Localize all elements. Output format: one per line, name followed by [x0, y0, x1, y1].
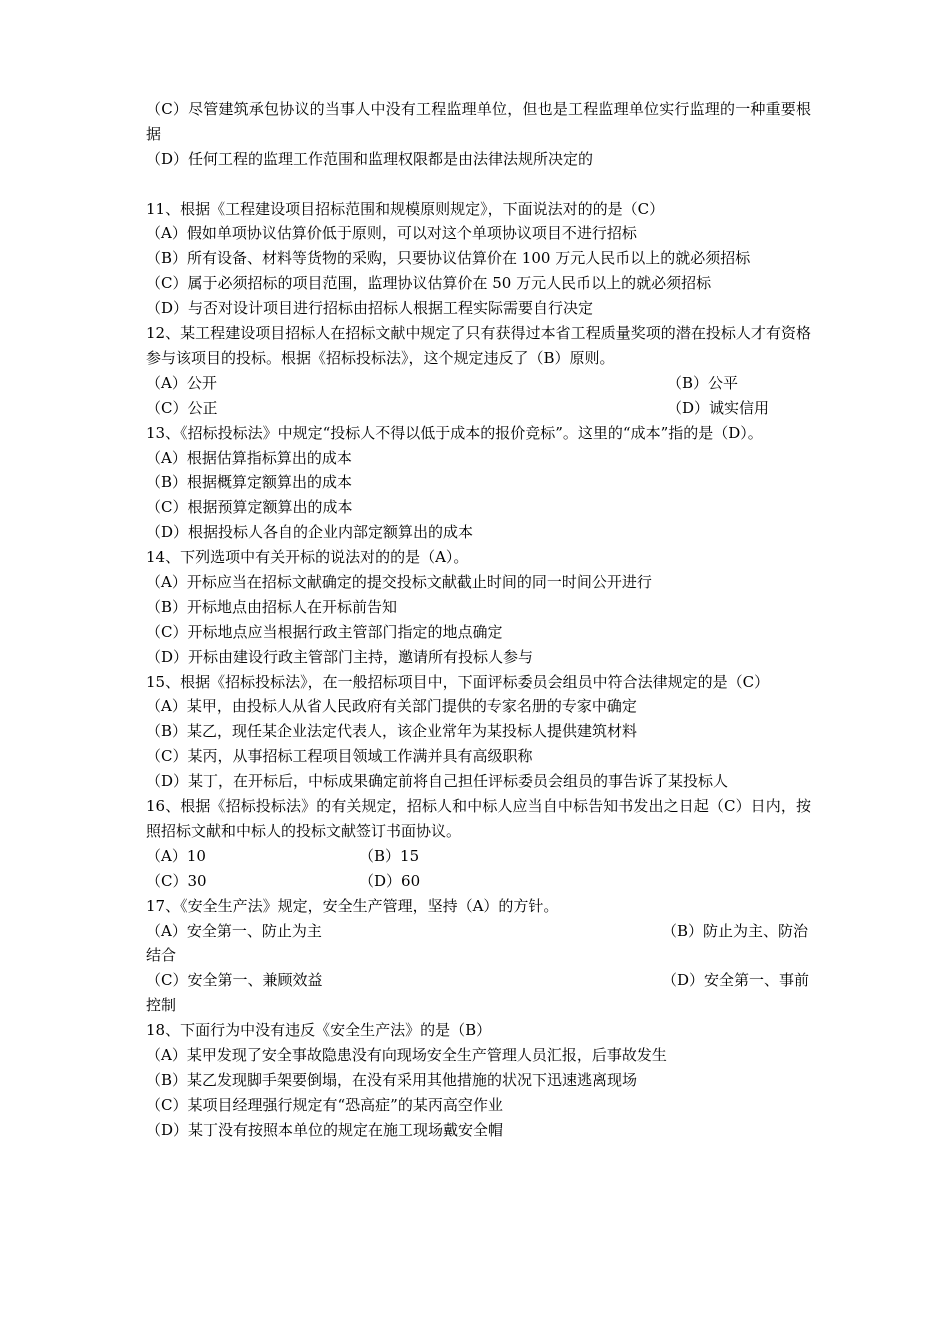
question-16-option-b: （B）15	[359, 846, 420, 865]
question-16-option-d: （D）60	[359, 871, 421, 890]
question-15-option-a: （A）某甲，由投标人从省人民政府有关部门提供的专家名册的专家中确定	[146, 697, 637, 716]
question-18-option-d: （D）某丁没有按照本单位的规定在施工现场戴安全帽	[146, 1120, 504, 1139]
question-18: 18、下面行为中没有违反《安全生产法》的是（B）	[146, 1021, 492, 1040]
question-13-option-d: （D）根据投标人各自的企业内部定额算出的成本	[146, 523, 474, 542]
question-17-option-d: （D）安全第一、事前控制	[146, 971, 810, 1015]
question-11-option-b: （B）所有设备、材料等货物的采购，只要协议估算价在 100 万元人民币以上的就必须招标	[146, 249, 751, 268]
question-17-options-row-2	[146, 968, 811, 1018]
question-13-option-b: （B）根据概算定额算出的成本	[146, 473, 353, 492]
question-14-option-c: （C）开标地点应当根据行政主管部门指定的地点确定	[146, 622, 503, 641]
question-13: 13、《招标投标法》中规定“投标人不得以低于成本的报价竞标”。这里的“成本”指的是（D）。	[146, 423, 763, 442]
question-17-options-row-1	[146, 919, 811, 969]
question-16-option-c: （C）30	[146, 871, 207, 890]
question-12: 12、某工程建设项目招标人在招标文献中规定了只有获得过本省工程质量奖项的潜在投标人才有资格参与该项目的投标。根据《招标投标法》，这个规定违反了（B）原则。	[146, 324, 811, 367]
question-16: 16、根据《招标投标法》的有关规定，招标人和中标人应当自中标告知书发出之日起（C）日内，按照招标文献和中标人的投标文献签订书面协议。	[146, 797, 811, 840]
question-12-option-b: （B）公平	[667, 373, 739, 392]
question-12-options-row-2	[146, 396, 811, 421]
question-14-option-d: （D）开标由建设行政主管部门主持，邀请所有投标人参与	[146, 647, 534, 666]
question-14-option-a: （A）开标应当在招标文献确定的提交投标文献截止时间的同一时间公开进行	[146, 573, 652, 592]
question-18-option-c: （C）某项目经理强行规定有“恐高症”的某丙高空作业	[146, 1095, 503, 1114]
question-11: 11、根据《工程建设项目招标范围和规模原则规定》，下面说法对的的是（C）	[146, 199, 665, 218]
question-16-options-row-2	[146, 869, 811, 894]
question-15: 15、根据《招标投标法》，在一般招标项目中，下面评标委员会组员中符合法律规定的是（C）	[146, 672, 770, 691]
question-12-option-c: （C）公正	[146, 398, 218, 417]
question-11-option-d: （D）与否对设计项目进行招标由招标人根据工程实际需要自行决定	[146, 299, 594, 318]
question-17: 17、《安全生产法》规定，安全生产管理，坚持（A）的方针。	[146, 896, 559, 915]
question-18-option-b: （B）某乙发现脚手架要倒塌，在没有采用其他措施的状况下迅速逃离现场	[146, 1070, 638, 1089]
option-c-previous: （C）尽管建筑承包协议的当事人中没有工程监理单位，但也是工程监理单位实行监理的一种重要根据	[146, 100, 811, 143]
question-15-option-d: （D）某丁，在开标后，中标成果确定前将自己担任评标委员会组员的事告诉了某投标人	[146, 772, 729, 791]
document-body	[146, 97, 811, 1143]
question-11-option-c: （C）属于必须招标的项目范围，监理协议估算价在 50 万元人民币以上的就必须招标	[146, 274, 712, 293]
question-15-option-c: （C）某丙，从事招标工程项目领域工作满并具有高级职称	[146, 747, 533, 766]
question-12-options-row-1	[146, 371, 811, 396]
question-13-option-a: （A）根据估算指标算出的成本	[146, 448, 352, 467]
question-12-option-d: （D）诚实信用	[667, 398, 770, 417]
question-12-option-a: （A）公开	[146, 373, 217, 392]
question-16-options-row-1	[146, 844, 811, 869]
question-14-option-b: （B）开标地点由招标人在开标前告知	[146, 597, 398, 616]
question-18-option-a: （A）某甲发现了安全事故隐患没有向现场安全生产管理人员汇报，后事故发生	[146, 1046, 667, 1065]
paragraph-gap	[146, 172, 811, 197]
question-11-option-a: （A）假如单项协议估算价低于原则，可以对这个单项协议项目不进行招标	[146, 224, 637, 243]
question-17-option-a: （A）安全第一、防止为主	[146, 921, 322, 940]
option-d-previous: （D）任何工程的监理工作范围和监理权限都是由法律法规所决定的	[146, 149, 594, 168]
question-14: 14、下列选项中有关开标的说法对的的是（A）。	[146, 548, 469, 567]
question-16-option-a: （A）10	[146, 846, 206, 865]
question-17-option-c: （C）安全第一、兼顾效益	[146, 971, 323, 990]
question-15-option-b: （B）某乙，现任某企业法定代表人，该企业常年为某投标人提供建筑材料	[146, 722, 638, 741]
question-17-option-b: （B）防止为主、防治结合	[146, 921, 809, 965]
question-13-option-c: （C）根据预算定额算出的成本	[146, 498, 353, 517]
